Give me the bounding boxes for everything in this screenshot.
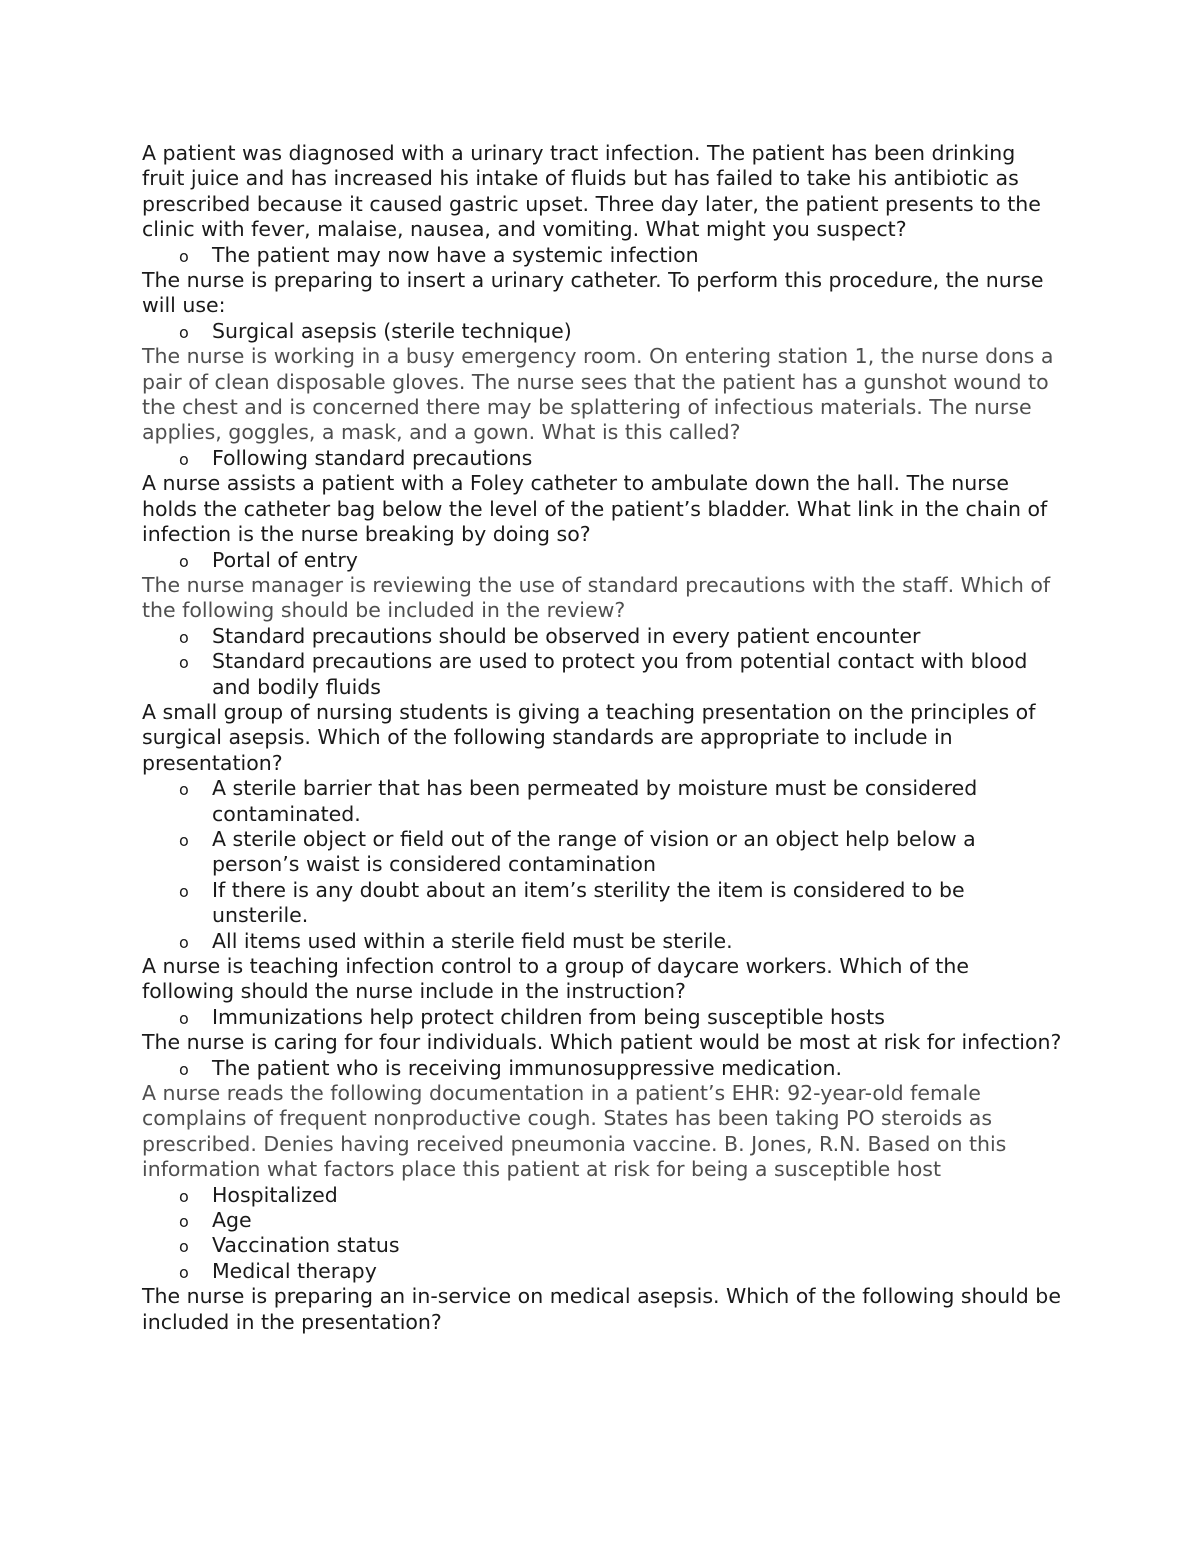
answer-text: Medical therapy xyxy=(212,1258,377,1283)
answer-text: Portal of entry xyxy=(212,547,358,572)
bullet-icon: o xyxy=(179,627,189,647)
answer-text: Surgical asepsis (sterile technique) xyxy=(212,318,572,343)
answer-item xyxy=(179,1055,1062,1081)
answer-list xyxy=(142,1005,1062,1030)
answer-item xyxy=(179,1182,1062,1208)
answer-item xyxy=(179,318,1062,344)
bullet-icon: o xyxy=(179,1262,189,1282)
bullet-icon: o xyxy=(179,653,189,673)
bullet-icon: o xyxy=(179,1059,189,1079)
question-text: The nurse manager is reviewing the use of standard precautions with the staff. Which of the following should be included in the review? xyxy=(142,572,1051,623)
bullet-icon: o xyxy=(179,932,189,952)
bullet-icon: o xyxy=(179,1008,189,1028)
answer-item xyxy=(179,242,1062,268)
answer-list xyxy=(142,319,1062,344)
answer-text: A sterile barrier that has been permeated by moisture must be considered contaminated. xyxy=(212,776,978,826)
bullet-icon: o xyxy=(179,780,189,800)
answer-item xyxy=(179,1258,1062,1284)
answer-list xyxy=(142,1056,1062,1081)
answer-list xyxy=(142,1183,1062,1285)
answer-text: Following standard precautions xyxy=(212,445,533,470)
bullet-icon: o xyxy=(179,551,189,571)
answer-item xyxy=(179,877,1062,929)
answer-item xyxy=(179,826,1062,878)
answer-text: Standard precautions should be observed in every patient encounter xyxy=(212,623,921,648)
question-text: The nurse is preparing to insert a urinary catheter. To perform this procedure, the nurse will use: xyxy=(142,268,1044,318)
answer-item xyxy=(179,776,1062,827)
answer-item xyxy=(179,1208,1062,1233)
bullet-icon: o xyxy=(179,1212,189,1232)
answer-text: Standard precautions are used to protect you from potential contact with blood and bodily fluids xyxy=(212,649,1028,699)
bullet-icon: o xyxy=(179,322,189,342)
question-text: A nurse reads the following documentation in a patient’s EHR: 92-year-old female complains of frequent nonproductive cough. States has been taking PO steroids as prescribed. Denies having received pneumonia vaccine. B. Jones, R.N. Based on this information what factors place this patient at risk for being a susceptible host xyxy=(142,1081,1007,1182)
answer-item xyxy=(179,649,1062,700)
answer-text: The patient who is receiving immunosuppressive medication. xyxy=(212,1055,843,1080)
question-text: A nurse assists a patient with a Foley catheter to ambulate down the hall. The nurse holds the catheter bag below the level of the patient’s bladder. What link in the chain of infection is the nurse breaking by doing so? xyxy=(142,471,1048,547)
answer-list xyxy=(142,243,1062,268)
answer-text: Immunizations help protect children from being susceptible hosts xyxy=(212,1004,885,1029)
answer-text: Vaccination status xyxy=(212,1233,400,1258)
answer-list xyxy=(142,446,1062,471)
answer-item xyxy=(179,445,1062,471)
bullet-icon: o xyxy=(179,246,189,266)
answer-item xyxy=(179,547,1062,573)
answer-text: If there is any doubt about an item’s sterility the item is considered to be unsterile. xyxy=(212,877,965,928)
answer-text: Hospitalized xyxy=(212,1182,338,1207)
question-text: A nurse is teaching infection control to a group of daycare workers. Which of the following should the nurse include in the instruction? xyxy=(142,954,969,1004)
answer-item xyxy=(179,1233,1062,1258)
answer-text: A sterile object or field out of the range of vision or an object help below a person’s waist is considered contamination xyxy=(212,826,976,877)
question-text: A small group of nursing students is giving a teaching presentation on the principles of surgical asepsis. Which of the following standards are appropriate to include in presentation? xyxy=(142,699,1036,775)
question-text: A patient was diagnosed with a urinary tract infection. The patient has been drinking fruit juice and has increased his intake of fluids but has failed to take his antibiotic as prescribed because it caused gastric upset. Three day later, the patient presents to the clinic with fever, malaise, nausea, and vomiting. What might you suspect? xyxy=(142,141,1041,242)
bullet-icon: o xyxy=(179,449,189,469)
answer-list xyxy=(142,548,1062,573)
question-text: The nurse is preparing an in-service on medical asepsis. Which of the following should be included in the presentation? xyxy=(142,1284,1061,1334)
answer-item xyxy=(179,1004,1062,1030)
answer-text: The patient may now have a systemic infection xyxy=(212,242,699,267)
answer-list xyxy=(142,624,1062,700)
bullet-icon: o xyxy=(179,1237,189,1257)
bullet-icon: o xyxy=(179,830,189,850)
answer-text: All items used within a sterile field must be sterile. xyxy=(212,928,733,953)
bullet-icon: o xyxy=(179,881,189,901)
document-page xyxy=(142,141,1062,1335)
bullet-icon: o xyxy=(179,1186,189,1206)
answer-item xyxy=(179,623,1062,649)
question-text: The nurse is caring for four individuals. Which patient would be most at risk for infection? xyxy=(142,1030,1062,1055)
answer-text: Age xyxy=(212,1208,252,1233)
answer-list xyxy=(142,776,1062,954)
question-text: The nurse is working in a busy emergency room. On entering station 1, the nurse dons a pair of clean disposable gloves. The nurse sees that the patient has a gunshot wound to the chest and is concerned there may be splattering of infectious materials. The nurse applies, goggles, a mask, and a gown. What is this called? xyxy=(142,344,1054,445)
answer-item xyxy=(179,928,1062,954)
